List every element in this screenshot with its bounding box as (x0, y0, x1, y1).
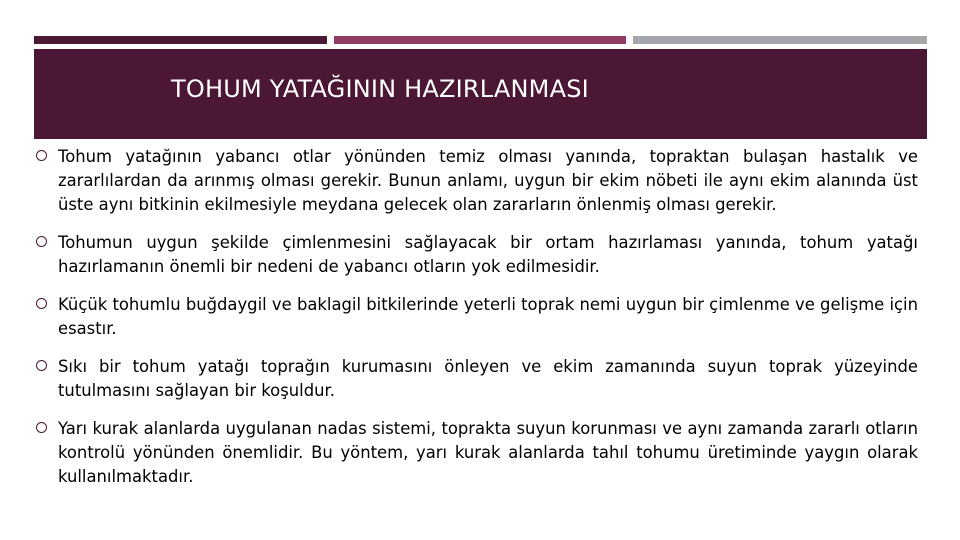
bullet-item (34, 355, 918, 403)
accent-bar-dark (34, 36, 327, 44)
accent-bar-magenta (334, 36, 626, 44)
bullet-circle-icon (36, 236, 47, 247)
bullet-circle-icon (36, 422, 47, 433)
bullet-list (34, 145, 918, 503)
bullet-text: Küçük tohumlu buğdaygil ve baklagil bitkilerinde yeterli toprak nemi uygun bir çimlenme ve gelişme için esastır. (58, 295, 918, 338)
bullet-item (34, 231, 918, 279)
bullet-text: Tohum yatağının yabancı otlar yönünden temiz olması yanında, topraktan bulaşan hastalık ve zararlılardan da arınmış olması gerekir. Bunun anlamı, uygun bir ekim nöbeti ile aynı ekim alanında üst üste aynı bitkinin ekilmesiyle meydana gelecek olan zararların önlenmiş olması gerekir. (58, 147, 918, 214)
bullet-item (34, 145, 918, 217)
bullet-item (34, 417, 918, 489)
bullet-text: Tohumun uygun şekilde çimlenmesini sağlayacak bir ortam hazırlaması yanında, tohum yatağı hazırlamanın önemli bir nedeni de yabancı otların yok edilmesidir. (58, 233, 918, 276)
slide-title: TOHUM YATAĞININ HAZIRLANMASI (171, 75, 589, 103)
bullet-text: Yarı kurak alanlarda uygulanan nadas sistemi, toprakta suyun korunması ve aynı zamanda zararlı otların kontrolü yönünden önemlidir. Bu yöntem, yarı kurak alanlarda tahıl tohumu üretiminde yaygın olarak kullanılmaktadır. (58, 419, 918, 486)
accent-bar-gray (633, 36, 927, 44)
bullet-text: Sıkı bir tohum yatağı toprağın kurumasını önleyen ve ekim zamanında suyun toprak yüzeyinde tutulmasını sağlayan bir koşuldur. (58, 357, 918, 400)
title-band (34, 49, 927, 139)
bullet-item (34, 293, 918, 341)
bullet-circle-icon (36, 360, 47, 371)
bullet-circle-icon (36, 150, 47, 161)
bullet-circle-icon (36, 298, 47, 309)
